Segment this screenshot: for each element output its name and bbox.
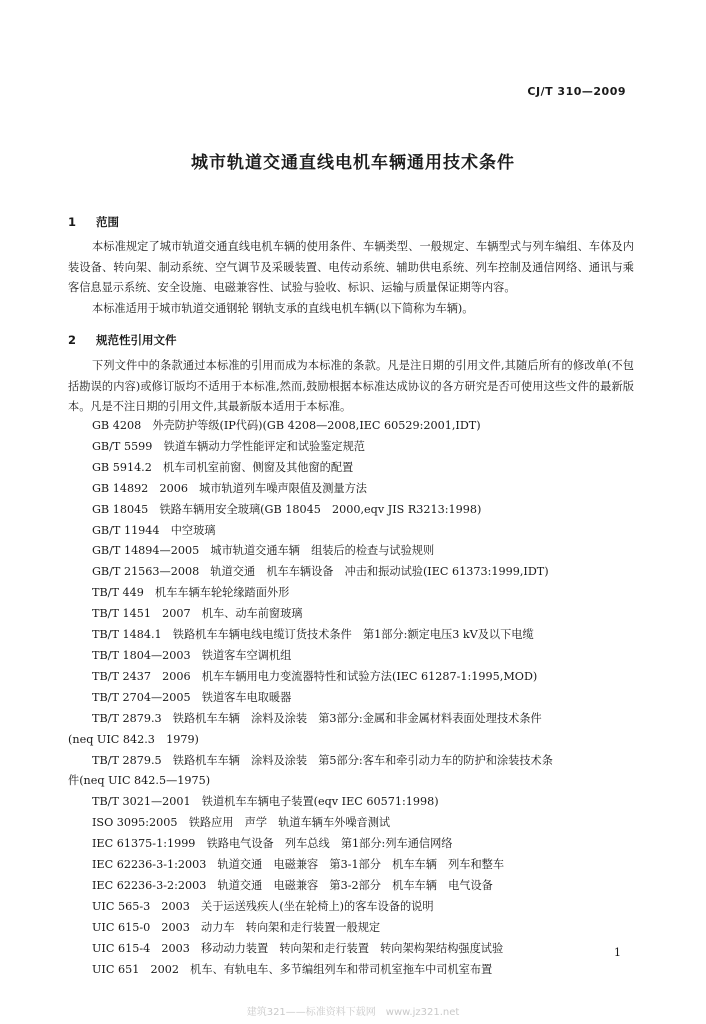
reference-item: GB/T 21563—2008 轨道交通 机车车辆设备 冲击和振动试验(IEC 61373:1999,IDT) xyxy=(92,565,549,579)
reference-item: IEC 62236-3-2:2003 轨道交通 电磁兼容 第3-2部分 机车车辆 电气设备 xyxy=(92,878,493,892)
section-2-title: 规范性引用文件 xyxy=(96,333,177,347)
reference-item: TB/T 1451 2007 机车、动车前窗玻璃 xyxy=(92,607,303,621)
reference-item: TB/T 2437 2006 机车车辆用电力变流器特性和试验方法(IEC 61287-1:1995,MOD) xyxy=(92,669,538,683)
section-1-paragraph-1: 本标准规定了城市轨道交通直线电机车辆的使用条件、车辆类型、一般规定、车辆型式与列车编组、车体及内装设备、转向架、制动系统、空气调节及采暖装置、电传动系统、辅助供电系统、列车控制及通信网络、通讯与乘客信息显示系统、安全设施、电磁兼容性、试验与验收、标识、运输与质量保证期等内容。 xyxy=(68,240,634,294)
reference-item: UIC 651 2002 机车、有轨电车、多节编组列车和带司机室拖车中司机室布置 xyxy=(92,962,493,976)
reference-item: IEC 62236-3-1:2003 轨道交通 电磁兼容 第3-1部分 机车车辆 列车和整车 xyxy=(92,858,505,872)
reference-item: UIC 615-0 2003 动力车 转向架和走行装置一般规定 xyxy=(92,920,381,934)
section-1-heading xyxy=(68,214,119,230)
reference-item: GB 18045 铁路车辆用安全玻璃(GB 18045 2000,eqv JIS R3213:1998) xyxy=(92,502,482,516)
reference-item: TB/T 1804—2003 铁道客车空调机组 xyxy=(92,648,292,662)
reference-item: UIC 615-4 2003 移动动力装置 转向架和走行装置 转向架构架结构强度试验 xyxy=(92,941,504,955)
reference-item: GB/T 11944 中空玻璃 xyxy=(92,523,216,537)
reference-item: TB/T 3021—2001 铁道机车车辆电子装置(eqv IEC 60571:1998) xyxy=(92,795,439,809)
reference-item: TB/T 1484.1 铁路机车车辆电线电缆订货技术条件 第1部分:额定电压3 kV及以下电缆 xyxy=(92,628,534,642)
standard-code: CJ/T 310—2009 xyxy=(527,85,626,98)
reference-item: GB 14892 2006 城市轨道列车噪声限值及测量方法 xyxy=(92,481,367,495)
reference-item: GB/T 14894—2005 城市轨道交通车辆 组装后的检查与试验规则 xyxy=(92,544,435,558)
reference-item: GB/T 5599 铁道车辆动力学性能评定和试验鉴定规范 xyxy=(92,439,365,453)
reference-item: ISO 3095:2005 铁路应用 声学 轨道车辆车外噪音测试 xyxy=(92,816,391,830)
section-2-heading xyxy=(68,332,177,348)
page-number: 1 xyxy=(614,946,621,959)
reference-item: TB/T 449 机车车辆车轮轮缘踏面外形 xyxy=(92,586,290,600)
reference-item: UIC 565-3 2003 关于运送残疾人(坐在轮椅上)的客车设备的说明 xyxy=(92,899,434,913)
section-1-title: 范围 xyxy=(96,215,119,229)
section-1-paragraph-2: 本标准适用于城市轨道交通钢轮 钢轨支承的直线电机车辆(以下简称为车辆)。 xyxy=(92,302,474,315)
watermark: 建筑321——标准资料下载网 www.jz321.net xyxy=(246,1007,460,1018)
section-2-intro: 下列文件中的条款通过本标准的引用而成为本标准的条款。凡是注日期的引用文件,其随后所有的修改单(不包括勘误的内容)或修订版均不适用于本标准,然而,鼓励根据本标准达成协议的各方研究是否可使用这些文件的最新版本。凡是不注日期的引用文件,其最新版本适用于本标准。 xyxy=(68,359,634,413)
section-1-number: 1 xyxy=(68,215,77,229)
reference-item: TB/T 2879.3 铁路机车车辆 涂料及涂装 第3部分:金属和非金属材料表面处理技术条件 xyxy=(92,711,542,725)
reference-item: TB/T 2704—2005 铁道客车电取暖器 xyxy=(92,690,292,704)
reference-item: TB/T 2879.5 铁路机车车辆 涂料及涂装 第5部分:客车和牵引动力车的防护和涂装技术条 xyxy=(92,753,553,767)
reference-item: IEC 61375-1:1999 铁路电气设备 列车总线 第1部分:列车通信网络 xyxy=(92,837,453,851)
normative-references-list xyxy=(68,416,634,980)
section-2-number: 2 xyxy=(68,333,77,347)
reference-item: GB 4208 外壳防护等级(IP代码)(GB 4208—2008,IEC 60529:2001,IDT) xyxy=(92,419,481,432)
reference-item: GB 5914.2 机车司机室前窗、侧窗及其他窗的配置 xyxy=(92,460,354,474)
reference-item-continuation: (neq UIC 842.3 1979) xyxy=(68,732,199,746)
document-title: 城市轨道交通直线电机车辆通用技术条件 xyxy=(191,153,515,173)
reference-item-continuation: 件(neq UIC 842.5—1975) xyxy=(68,774,211,788)
